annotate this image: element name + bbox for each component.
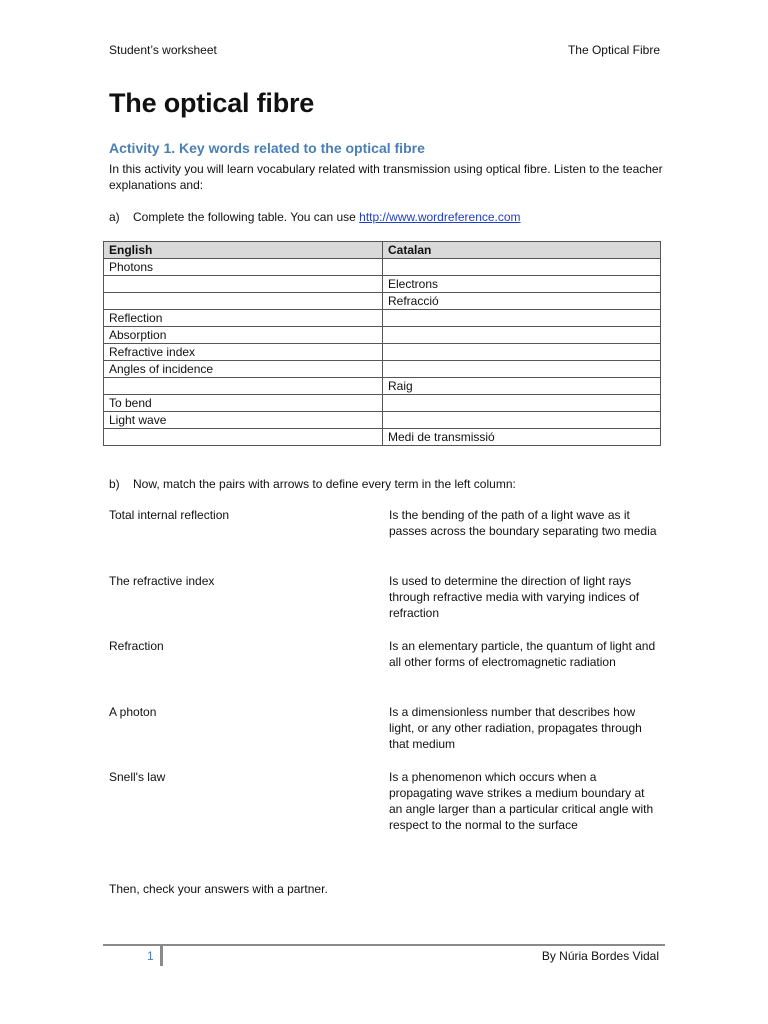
pair-term[interactable]: The refractive index (109, 574, 215, 588)
part-b-instruction (109, 477, 516, 491)
pair-definition[interactable]: Is a dimensionless number that describes how light, or any other radiation, propagates through that medium (389, 705, 642, 751)
english-cell[interactable]: Absorption (104, 327, 383, 344)
english-cell[interactable] (104, 276, 383, 293)
table-row (104, 361, 661, 378)
table-row (104, 395, 661, 412)
header-left: Student’s worksheet (109, 43, 217, 57)
catalan-cell[interactable]: Raig (383, 378, 661, 395)
part-a-instruction (109, 210, 521, 224)
header-right: The Optical Fibre (567, 43, 660, 57)
pair-definition[interactable]: Is the bending of the path of a light wave as it passes across the boundary separating two media (389, 508, 657, 538)
english-cell[interactable]: Reflection (104, 310, 383, 327)
part-a-text: Complete the following table. You can use (133, 210, 360, 224)
pair-term[interactable]: A photon (109, 705, 157, 719)
catalan-cell[interactable] (383, 412, 661, 429)
catalan-cell[interactable]: Medi de transmissió (383, 429, 661, 446)
pair-definition[interactable]: Is an elementary particle, the quantum of light and all other forms of electromagnetic radiation (389, 639, 656, 669)
activity-heading: Activity 1. Key words related to the optical fibre (109, 140, 425, 156)
header-english: English (104, 242, 383, 259)
activity-intro: In this activity you will learn vocabulary related with transmission using optical fibre. Listen to the teacher explanations and: (109, 162, 663, 192)
table-row (104, 429, 661, 446)
header-catalan: Catalan (383, 242, 661, 259)
english-cell[interactable] (104, 378, 383, 395)
pair-definition[interactable]: Is used to determine the direction of light rays through refractive media with varying indices of refraction (389, 574, 640, 620)
catalan-cell[interactable]: Refracció (383, 293, 661, 310)
table-row (104, 259, 661, 276)
table-row (104, 412, 661, 429)
page-number-divider (160, 946, 163, 966)
table-header-row (104, 242, 661, 259)
english-cell[interactable]: Light wave (104, 412, 383, 429)
catalan-cell[interactable] (383, 310, 661, 327)
wordreference-link[interactable]: http://www.wordreference.com (359, 210, 521, 224)
catalan-cell[interactable] (383, 361, 661, 378)
table-row (104, 344, 661, 361)
catalan-cell[interactable] (383, 327, 661, 344)
footer-divider (103, 944, 665, 946)
english-cell[interactable] (104, 293, 383, 310)
catalan-cell[interactable] (383, 259, 661, 276)
pair-term[interactable]: Total internal reflection (109, 508, 230, 522)
table-row (104, 327, 661, 344)
footer-author: By Núria Bordes Vidal (541, 949, 659, 963)
english-cell[interactable] (104, 429, 383, 446)
part-b-marker: b) (109, 477, 120, 491)
english-cell[interactable]: Angles of incidence (104, 361, 383, 378)
catalan-cell[interactable]: Electrons (383, 276, 661, 293)
table-row (104, 293, 661, 310)
pair-term[interactable]: Refraction (109, 639, 164, 653)
pair-definition[interactable]: Is a phenomenon which occurs when a propagating wave strikes a medium boundary at an angle larger than a particular critical angle with respect to the normal to the surface (389, 770, 654, 832)
table-row (104, 276, 661, 293)
english-cell[interactable]: Refractive index (104, 344, 383, 361)
closing-instruction: Then, check your answers with a partner. (109, 882, 328, 896)
table-row (104, 378, 661, 395)
catalan-cell[interactable] (383, 395, 661, 412)
vocabulary-table (103, 241, 661, 446)
part-b-text: Now, match the pairs with arrows to define every term in the left column: (133, 477, 516, 491)
catalan-cell[interactable] (383, 344, 661, 361)
english-cell[interactable]: Photons (104, 259, 383, 276)
page-header (109, 43, 660, 57)
english-cell[interactable]: To bend (104, 395, 383, 412)
page-number: 1 (147, 949, 154, 963)
page-title: The optical fibre (109, 88, 315, 118)
table-row (104, 310, 661, 327)
part-a-marker: a) (109, 210, 120, 224)
pair-term[interactable]: Snell's law (109, 770, 166, 784)
